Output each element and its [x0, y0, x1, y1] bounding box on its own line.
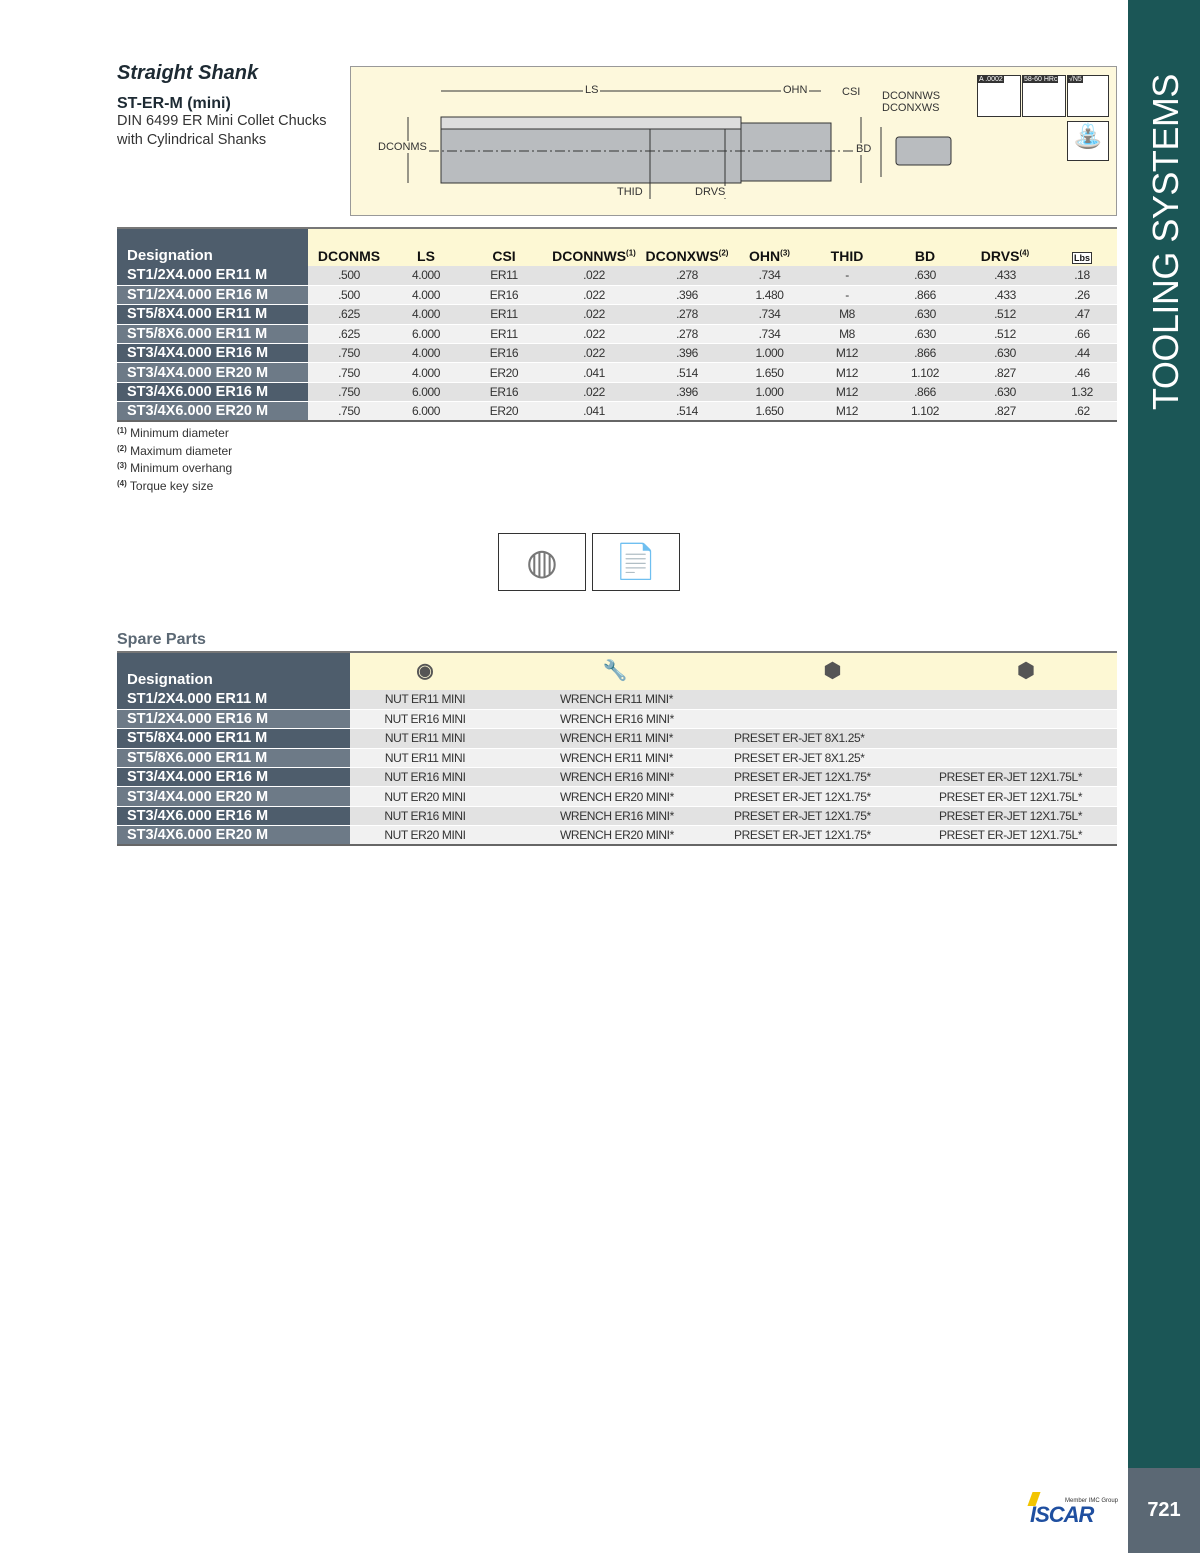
value-cell: .26 — [1047, 285, 1117, 304]
value-cell: .278 — [642, 266, 732, 285]
value-cell: .500 — [308, 266, 390, 285]
value-cell: .433 — [963, 285, 1047, 304]
preset-screw-icon: ⬢ — [935, 652, 1117, 690]
table-row — [117, 305, 1117, 324]
value-cell: ER20 — [462, 363, 546, 382]
label-csi: CSI — [842, 86, 861, 98]
value-cell: ER20 — [462, 402, 546, 421]
table-row — [117, 806, 1117, 825]
footnote: $^{(1)}$ Minimum diameter — [117, 426, 229, 440]
column-header-thid: THID — [807, 228, 887, 266]
value-cell: .625 — [308, 305, 390, 324]
value-cell: M12 — [807, 402, 887, 421]
part-cell: NUT ER11 MINI — [350, 690, 500, 709]
value-cell: .66 — [1047, 324, 1117, 343]
value-cell: .866 — [887, 382, 963, 401]
label-ohn: OHN — [783, 84, 808, 96]
part-cell: NUT ER16 MINI — [350, 709, 500, 728]
page-title: Straight Shank — [117, 62, 259, 84]
part-cell — [730, 709, 935, 728]
designation-cell: ST1/2X4.000 ER11 M — [117, 690, 350, 709]
value-cell: .041 — [546, 363, 642, 382]
value-cell: .514 — [642, 402, 732, 421]
table-row — [117, 285, 1117, 304]
section-title: TOOLING SYSTEMS — [1145, 74, 1186, 410]
value-cell: 1.102 — [887, 363, 963, 382]
table-row — [117, 324, 1117, 343]
value-cell: .734 — [732, 305, 807, 324]
designation-cell: ST5/8X4.000 ER11 M — [117, 305, 308, 324]
value-cell: .630 — [963, 344, 1047, 363]
value-cell: 4.000 — [390, 363, 462, 382]
part-cell: WRENCH ER16 MINI* — [500, 806, 730, 825]
value-cell: ER16 — [462, 285, 546, 304]
value-cell: .512 — [963, 324, 1047, 343]
coolant-icon: ⛲ — [1067, 121, 1109, 161]
nut-icon: ◉ — [350, 652, 500, 690]
table-row — [117, 729, 1117, 748]
value-cell: - — [807, 266, 887, 285]
value-cell: .750 — [308, 363, 390, 382]
technical-drawing — [350, 66, 1117, 216]
part-cell: WRENCH ER20 MINI* — [500, 787, 730, 806]
part-cell — [730, 690, 935, 709]
part-cell — [935, 709, 1117, 728]
value-cell: .022 — [546, 285, 642, 304]
label-ls: LS — [585, 84, 599, 96]
part-cell: WRENCH ER16 MINI* — [500, 709, 730, 728]
label-bd: BD — [856, 143, 872, 155]
table-row — [117, 402, 1117, 421]
value-cell: ER11 — [462, 305, 546, 324]
part-cell: PRESET ER-JET 12X1.75* — [730, 806, 935, 825]
part-cell: PRESET ER-JET 8X1.25* — [730, 729, 935, 748]
table-row — [117, 748, 1117, 767]
part-cell: WRENCH ER16 MINI* — [500, 768, 730, 787]
value-cell: .022 — [546, 305, 642, 324]
value-cell: ER16 — [462, 382, 546, 401]
table-row — [117, 826, 1117, 845]
value-cell: .041 — [546, 402, 642, 421]
page-number: 721 — [1128, 1468, 1200, 1553]
part-cell: PRESET ER-JET 12X1.75L* — [935, 768, 1117, 787]
value-cell: M12 — [807, 363, 887, 382]
value-cell: .44 — [1047, 344, 1117, 363]
value-cell: .278 — [642, 324, 732, 343]
value-cell: .827 — [963, 402, 1047, 421]
column-header-drvs: DRVS$^{(4)}$ — [963, 228, 1047, 266]
designation-cell: ST3/4X4.000 ER16 M — [117, 344, 308, 363]
designation-cell: ST3/4X4.000 ER16 M — [117, 768, 350, 787]
value-cell: .396 — [642, 344, 732, 363]
surface-finish-icon: √N5 — [1067, 75, 1109, 117]
table-row — [117, 363, 1117, 382]
value-cell: .500 — [308, 285, 390, 304]
part-cell: PRESET ER-JET 12X1.75L* — [935, 787, 1117, 806]
value-cell: 1.000 — [732, 382, 807, 401]
description-line: DIN 6499 ER Mini Collet Chucks — [117, 113, 327, 129]
value-cell: .18 — [1047, 266, 1117, 285]
value-cell: M12 — [807, 344, 887, 363]
description-line: with Cylindrical Shanks — [117, 132, 267, 148]
value-cell: 1.102 — [887, 402, 963, 421]
part-cell: WRENCH ER11 MINI* — [500, 690, 730, 709]
column-header-ls: LS — [390, 228, 462, 266]
value-cell: .47 — [1047, 305, 1117, 324]
table-row — [117, 709, 1117, 728]
designation-cell: ST3/4X4.000 ER20 M — [117, 787, 350, 806]
spare-parts-title: Spare Parts — [117, 631, 206, 648]
value-cell: .750 — [308, 382, 390, 401]
value-cell: .625 — [308, 324, 390, 343]
part-cell: NUT ER20 MINI — [350, 787, 500, 806]
value-cell: .750 — [308, 344, 390, 363]
part-cell — [935, 748, 1117, 767]
value-cell: .396 — [642, 285, 732, 304]
designation-cell: ST5/8X4.000 ER11 M — [117, 729, 350, 748]
part-cell: PRESET ER-JET 8X1.25* — [730, 748, 935, 767]
value-cell: ER11 — [462, 324, 546, 343]
value-cell: 4.000 — [390, 266, 462, 285]
value-cell: .866 — [887, 285, 963, 304]
designation-cell: ST3/4X6.000 ER20 M — [117, 826, 350, 845]
table-row — [117, 787, 1117, 806]
designation-cell: ST1/2X4.000 ER16 M — [117, 709, 350, 728]
value-cell: 6.000 — [390, 324, 462, 343]
value-cell: 6.000 — [390, 382, 462, 401]
designation-cell: ST3/4X6.000 ER20 M — [117, 402, 308, 421]
specification-table — [117, 227, 1117, 422]
hardness-icon: 58-60 HRc — [1022, 75, 1066, 117]
column-header-designation: Designation — [117, 652, 350, 690]
part-cell: WRENCH ER11 MINI* — [500, 729, 730, 748]
value-cell: .62 — [1047, 402, 1117, 421]
value-cell: .022 — [546, 266, 642, 285]
value-cell: - — [807, 285, 887, 304]
part-cell: PRESET ER-JET 12X1.75L* — [935, 806, 1117, 825]
value-cell: .630 — [887, 266, 963, 285]
value-cell: ER16 — [462, 344, 546, 363]
value-cell: .022 — [546, 324, 642, 343]
value-cell: .630 — [887, 324, 963, 343]
part-cell: NUT ER20 MINI — [350, 826, 500, 845]
footnote: $^{(4)}$ Torque key size — [117, 478, 214, 493]
part-cell: NUT ER16 MINI — [350, 806, 500, 825]
value-cell: .734 — [732, 266, 807, 285]
preset-screw-icon: ⬢ — [730, 652, 935, 690]
column-header-csi: CSI — [462, 228, 546, 266]
value-cell: 1.650 — [732, 363, 807, 382]
value-cell: 1.480 — [732, 285, 807, 304]
label-thid: THID — [617, 186, 643, 198]
part-cell: PRESET ER-JET 12X1.75L* — [935, 826, 1117, 845]
product-subtitle: ST-ER-M (mini) — [117, 95, 231, 112]
label-dconxws: DCONXWS — [882, 102, 940, 114]
footnote: $^{(3)}$ Minimum overhang — [117, 461, 233, 475]
value-cell: .022 — [546, 382, 642, 401]
value-cell: 1.000 — [732, 344, 807, 363]
value-cell: .734 — [732, 324, 807, 343]
value-cell: M8 — [807, 324, 887, 343]
value-cell: 6.000 — [390, 402, 462, 421]
table-row — [117, 382, 1117, 401]
catalog-document-icon-link[interactable]: 📄 — [592, 533, 680, 591]
table-row — [117, 768, 1117, 787]
footnote: $^{(2)}$ Maximum diameter — [117, 443, 233, 458]
spare-parts-table — [117, 651, 1117, 846]
part-cell: NUT ER16 MINI — [350, 768, 500, 787]
label-dconnws: DCONNWS — [882, 90, 941, 102]
value-cell: .512 — [963, 305, 1047, 324]
column-header-bd: BD — [887, 228, 963, 266]
part-cell: WRENCH ER11 MINI* — [500, 748, 730, 767]
part-cell: NUT ER11 MINI — [350, 748, 500, 767]
value-cell: .433 — [963, 266, 1047, 285]
column-header-dconnws: DCONNWS$^{(1)}$ — [546, 228, 642, 266]
value-cell: .396 — [642, 382, 732, 401]
part-cell: PRESET ER-JET 12X1.75* — [730, 787, 935, 806]
designation-cell: ST3/4X6.000 ER16 M — [117, 382, 308, 401]
value-cell: 4.000 — [390, 305, 462, 324]
part-cell: PRESET ER-JET 12X1.75* — [730, 826, 935, 845]
part-cell — [935, 690, 1117, 709]
part-cell: WRENCH ER20 MINI* — [500, 826, 730, 845]
column-header-ohn: OHN$^{(3)}$ — [732, 228, 807, 266]
designation-cell: ST1/2X4.000 ER16 M — [117, 285, 308, 304]
designation-cell: ST5/8X6.000 ER11 M — [117, 748, 350, 767]
value-cell: .630 — [963, 382, 1047, 401]
value-cell: .866 — [887, 344, 963, 363]
label-dconms: DCONMS — [378, 141, 427, 153]
wrench-icon: 🔧 — [500, 652, 730, 690]
value-cell: ER11 — [462, 266, 546, 285]
value-cell: 1.650 — [732, 402, 807, 421]
part-cell — [935, 729, 1117, 748]
part-cell: NUT ER11 MINI — [350, 729, 500, 748]
value-cell: .278 — [642, 305, 732, 324]
value-cell: 1.32 — [1047, 382, 1117, 401]
column-header-dconxws: DCONXWS$^{(2)}$ — [642, 228, 732, 266]
table-row — [117, 266, 1117, 285]
value-cell: M8 — [807, 305, 887, 324]
table-row — [117, 690, 1117, 709]
designation-cell: ST3/4X6.000 ER16 M — [117, 806, 350, 825]
value-cell: .514 — [642, 363, 732, 382]
collet-icon-link[interactable]: ◍ — [498, 533, 586, 591]
weight-icon: Lbs — [1073, 253, 1090, 263]
part-cell: PRESET ER-JET 12X1.75* — [730, 768, 935, 787]
value-cell: .630 — [887, 305, 963, 324]
tolerance-icon: A .0002 — [977, 75, 1021, 117]
value-cell: .827 — [963, 363, 1047, 382]
table-row — [117, 344, 1117, 363]
column-header-designation: Designation — [117, 228, 308, 266]
value-cell: .46 — [1047, 363, 1117, 382]
iscar-logo: Member IMC Group ISCAR — [1030, 1492, 1120, 1528]
column-header-lbs — [1047, 228, 1117, 266]
value-cell: 4.000 — [390, 344, 462, 363]
designation-cell: ST5/8X6.000 ER11 M — [117, 324, 308, 343]
designation-cell: ST3/4X4.000 ER20 M — [117, 363, 308, 382]
column-header-dconms: DCONMS — [308, 228, 390, 266]
value-cell: 4.000 — [390, 285, 462, 304]
value-cell: .022 — [546, 344, 642, 363]
label-drvs: DRVS — [695, 186, 726, 198]
value-cell: .750 — [308, 402, 390, 421]
value-cell: M12 — [807, 382, 887, 401]
designation-cell: ST1/2X4.000 ER11 M — [117, 266, 308, 285]
